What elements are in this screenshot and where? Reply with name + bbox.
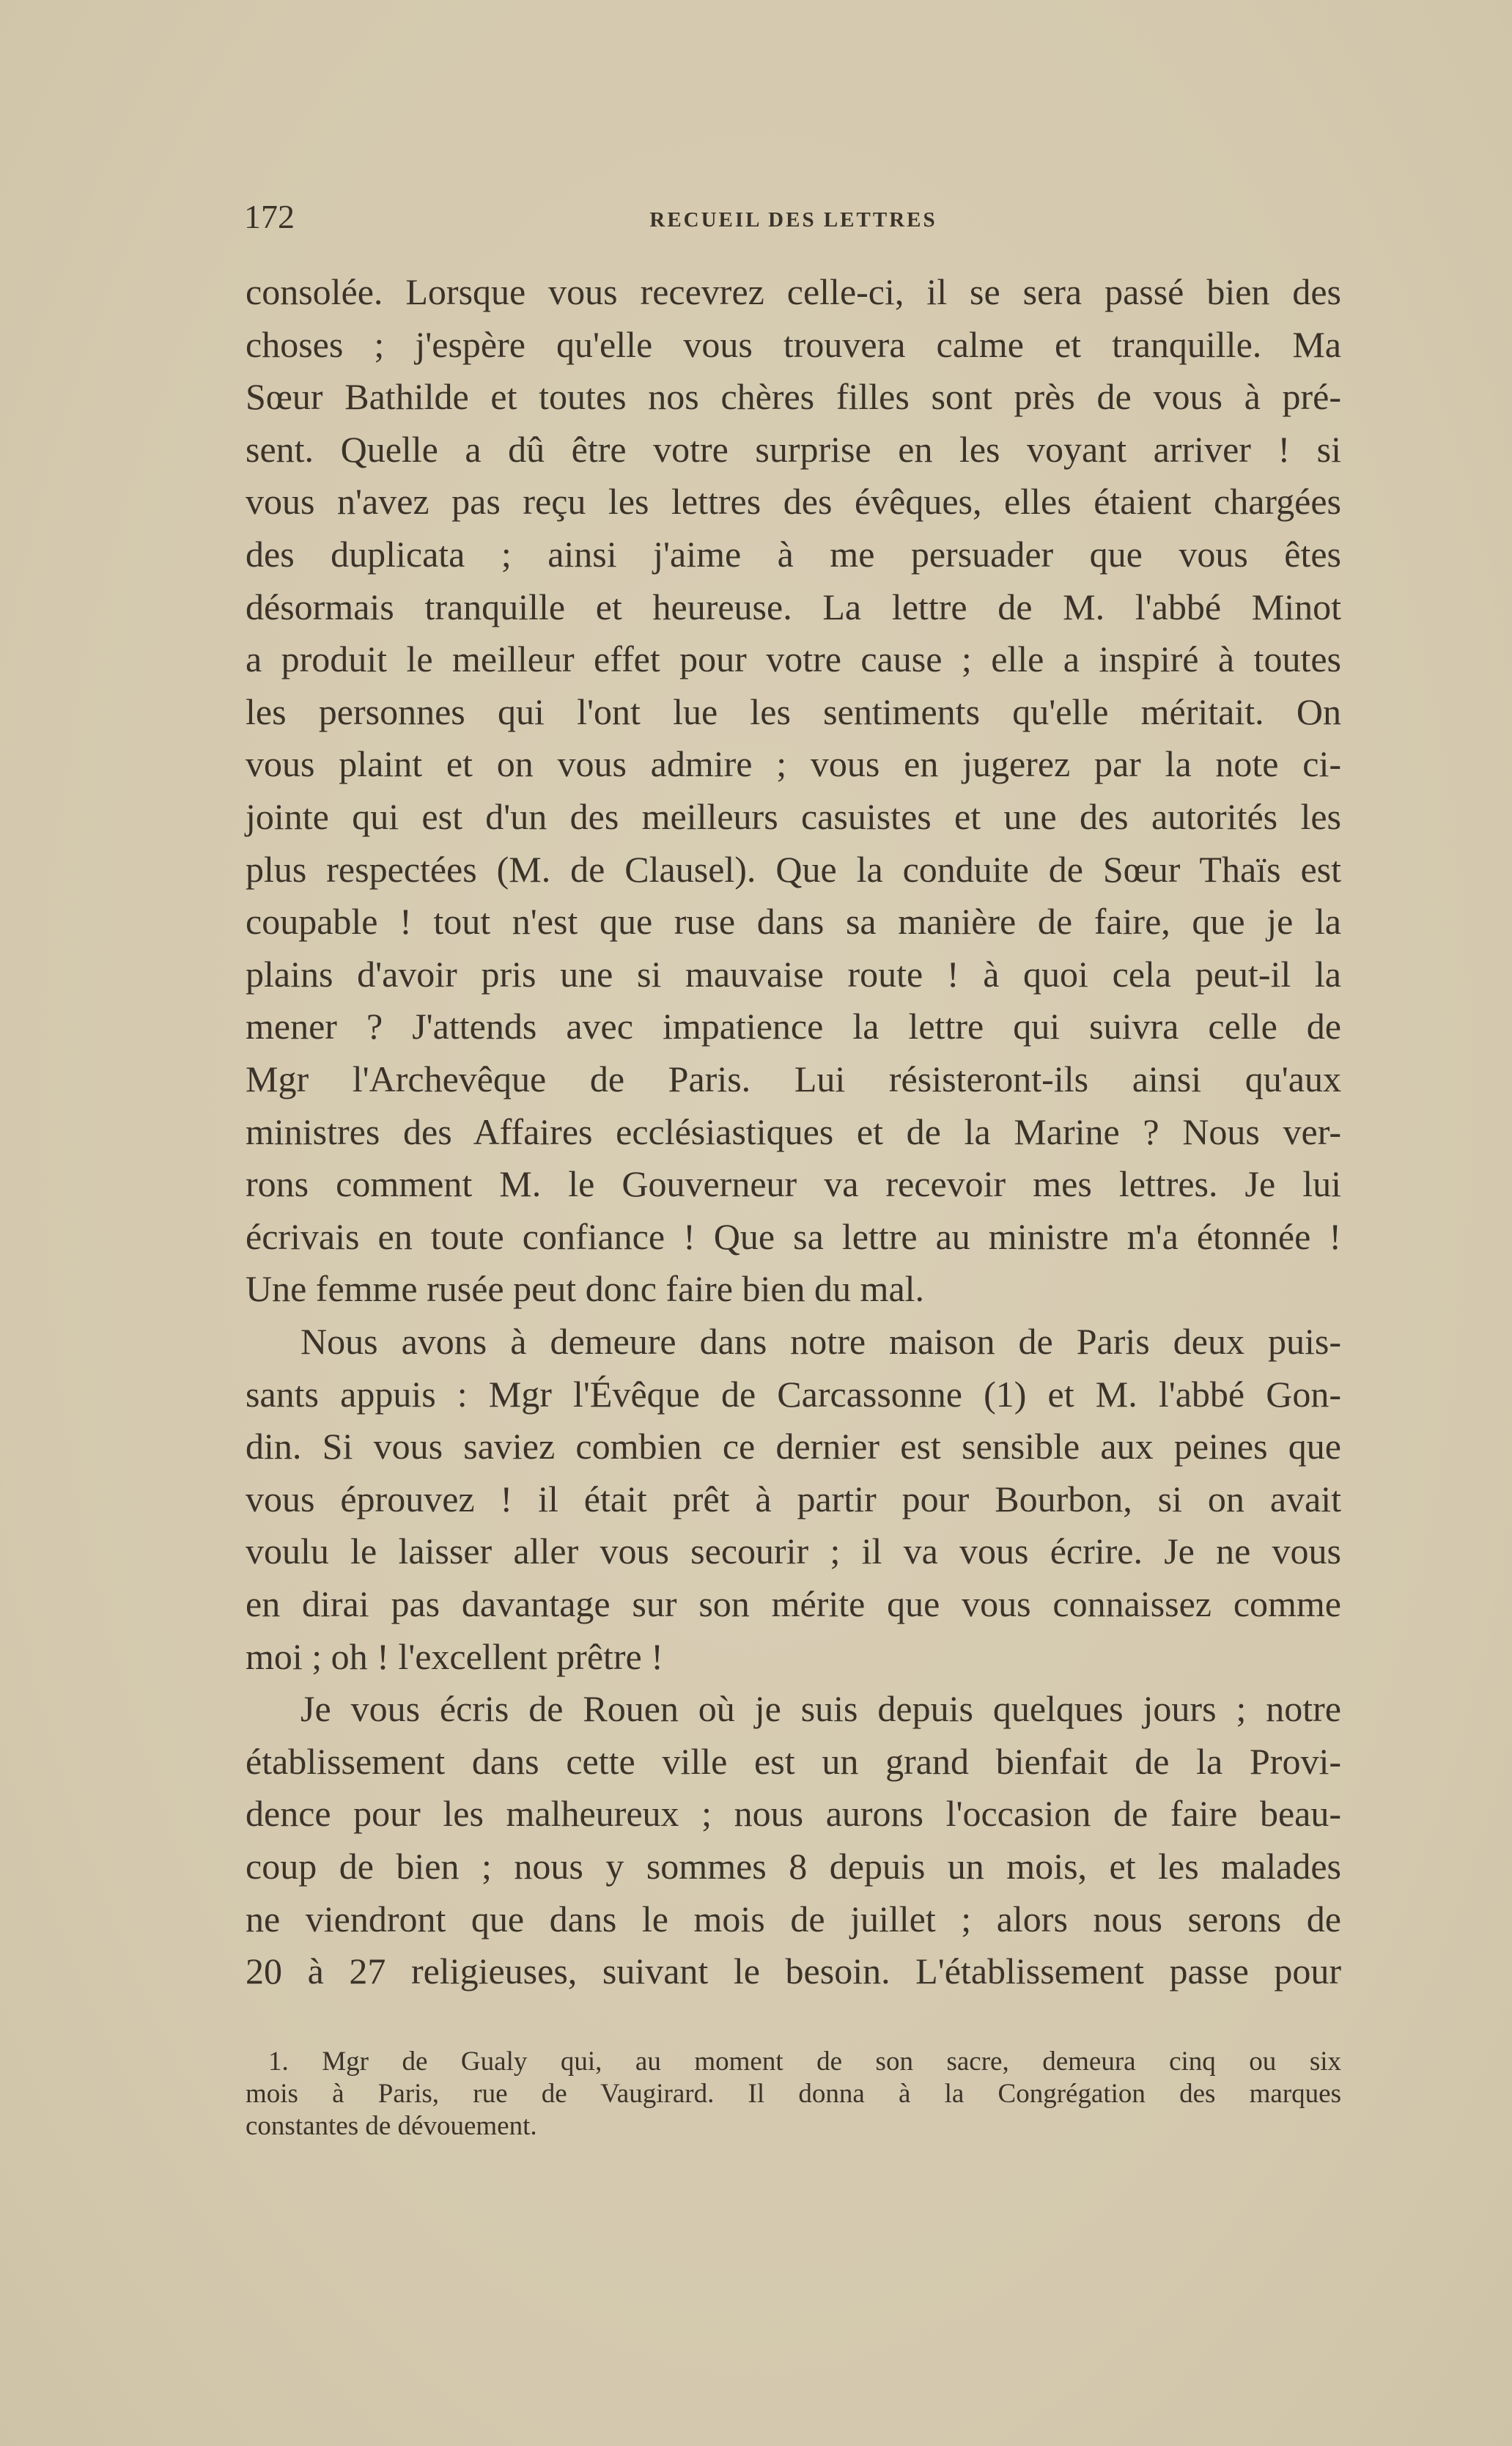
page-number: 172 [244, 198, 295, 235]
text-line: sent. Quelle a dû être votre surprise en les voyant arriver ! si [246, 428, 1341, 470]
text-line: plains d'avoir pris une si mauvaise route ! à quoi cela peut-il la [246, 953, 1341, 995]
text-line: 20 à 27 religieuses, suivant le besoin. L'établissement passe pour [246, 1950, 1341, 1992]
text-line: Sœur Bathilde et toutes nos chères filles sont près de vous à pré- [246, 376, 1341, 418]
text-line: moi ; oh ! l'excellent prêtre ! [246, 1635, 663, 1677]
text-line: vous plaint et on vous admire ; vous en jugerez par la note ci- [246, 743, 1341, 785]
text-line: coupable ! tout n'est que ruse dans sa manière de faire, que je la [246, 901, 1341, 943]
footnote-line: mois à Paris, rue de Vaugirard. Il donna à la Congrégation des marques [246, 2079, 1341, 2109]
text-line: Une femme rusée peut donc faire bien du mal. [246, 1268, 925, 1310]
text-line: plus respectées (M. de Clausel). Que la conduite de Sœur Thaïs est [246, 848, 1341, 890]
text-line: mener ? J'attends avec impatience la lettre qui suivra celle de [246, 1006, 1341, 1047]
text-line: désormais tranquille et heureuse. La lettre de M. l'abbé Minot [246, 586, 1341, 627]
text-line: choses ; j'espère qu'elle vous trouvera calme et tranquille. Ma [246, 323, 1341, 365]
text-line: ne viendront que dans le mois de juillet ; alors nous serons de [246, 1898, 1341, 1940]
text-line: din. Si vous saviez combien ce dernier est sensible aux peines que [246, 1426, 1341, 1467]
running-head: RECUEIL DES LETTRES [649, 208, 937, 232]
text-line: vous éprouvez ! il était prêt à partir pour Bourbon, si on avait [246, 1478, 1341, 1519]
text-line: Nous avons à demeure dans notre maison de Paris deux puis- [300, 1321, 1341, 1362]
text-line: établissement dans cette ville est un grand bienfait de la Provi- [246, 1740, 1341, 1782]
text-line: en dirai pas davantage sur son mérite que vous connaissez comme [246, 1583, 1341, 1624]
text-line: écrivais en toute confiance ! Que sa lettre au ministre m'a étonnée ! [246, 1215, 1341, 1257]
text-line: Je vous écris de Rouen où je suis depuis quelques jours ; notre [300, 1688, 1341, 1730]
text-line: sants appuis : Mgr l'Évêque de Carcassonne (1) et M. l'abbé Gon- [246, 1373, 1341, 1415]
text-line: rons comment M. le Gouverneur va recevoir mes lettres. Je lui [246, 1163, 1341, 1205]
text-line: a produit le meilleur effet pour votre cause ; elle a inspiré à toutes [246, 638, 1341, 680]
footnote-line: 1. Mgr de Gualy qui, au moment de son sacre, demeura cinq ou six [268, 2047, 1341, 2077]
text-line: consolée. Lorsque vous recevrez celle-ci, il se sera passé bien des [246, 271, 1341, 312]
text-line: ministres des Affaires ecclésiastiques et de la Marine ? Nous ver- [246, 1110, 1341, 1152]
text-line: jointe qui est d'un des meilleurs casuistes et une des autorités les [246, 796, 1341, 837]
text-line: les personnes qui l'ont lue les sentiments qu'elle méritait. On [246, 690, 1341, 732]
text-line: Mgr l'Archevêque de Paris. Lui résisteront-ils ainsi qu'aux [246, 1058, 1341, 1099]
footnote-line: constantes de dévouement. [246, 2111, 537, 2141]
text-line: voulu le laisser aller vous secourir ; il va vous écrire. Je ne vous [246, 1530, 1341, 1572]
text-line: vous n'avez pas reçu les lettres des évêques, elles étaient chargées [246, 481, 1341, 523]
text-line: dence pour les malheureux ; nous aurons l'occasion de faire beau- [246, 1793, 1341, 1835]
text-line: des duplicata ; ainsi j'aime à me persuader que vous êtes [246, 534, 1341, 575]
text-line: coup de bien ; nous y sommes 8 depuis un mois, et les malades [246, 1846, 1341, 1887]
